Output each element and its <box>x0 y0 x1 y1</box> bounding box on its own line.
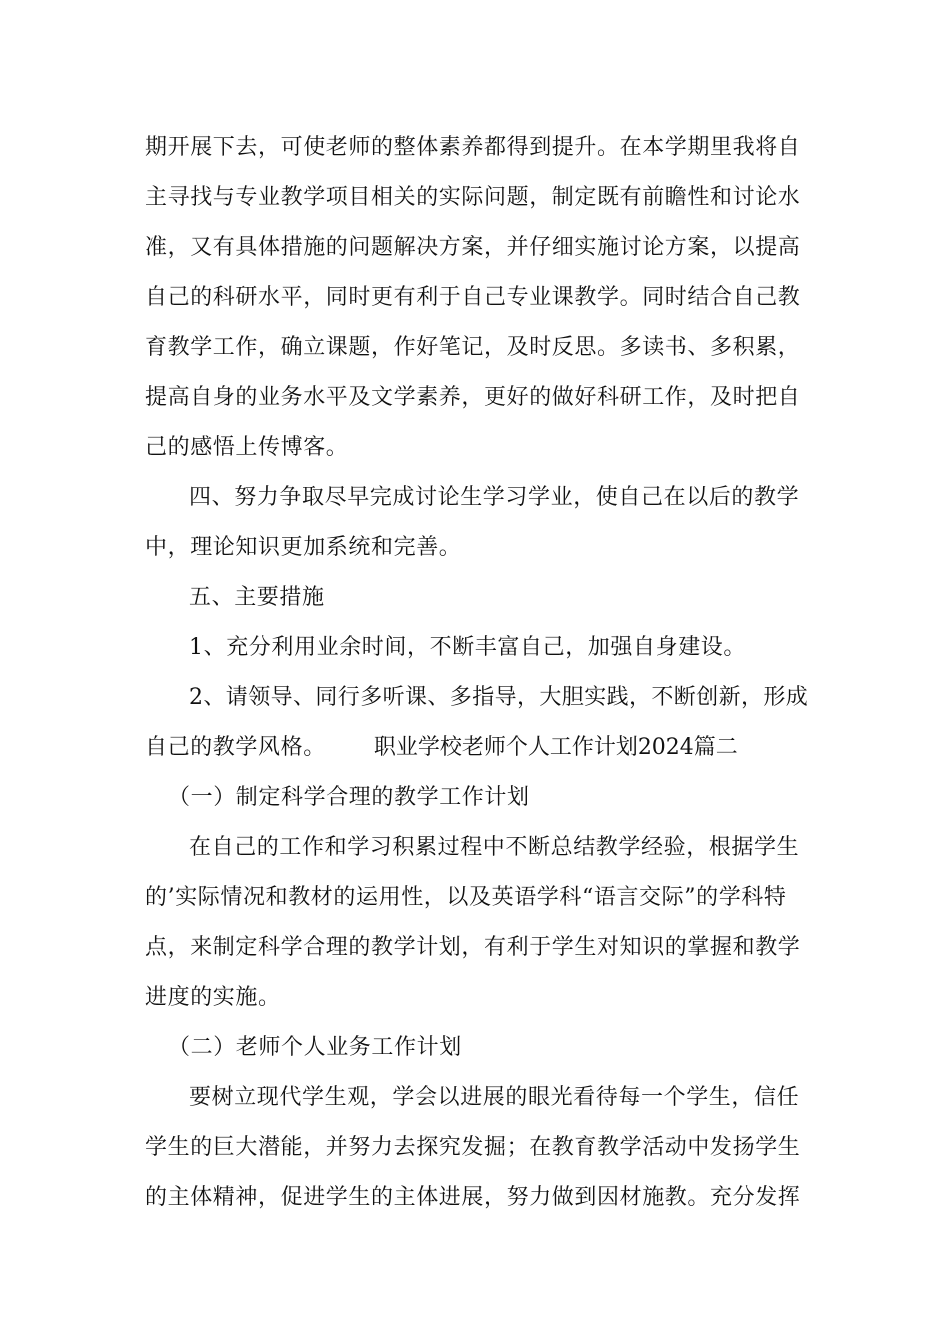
list-item: 1、充分利用业余时间，不断丰富自己，加强自身建设。 <box>189 635 746 660</box>
paragraph-line: 的’实际情况和教材的运用性，以及英语学科“语言交际”的学科特 <box>145 885 787 910</box>
list-item: 2、请领导、同行多听课、多指导，大胆实践，不断创新，形成 <box>189 685 809 710</box>
paragraph-line: 主寻找与专业教学项目相关的实际问题，制定既有前瞻性和讨论水 <box>145 185 801 210</box>
paragraph-line: 学生的巨大潜能，并努力去探究发掘；在教育教学活动中发扬学生 <box>145 1135 801 1160</box>
subsection-heading: （二）老师个人业务工作计划 <box>168 1035 462 1060</box>
paragraph-line: 点，来制定科学合理的教学计划，有利于学生对知识的掌握和教学 <box>145 935 801 960</box>
section-heading: 五、主要措施 <box>189 585 325 610</box>
paragraph-line: 提高自身的业务水平及文学素养，更好的做好科研工作，及时把自 <box>145 385 801 410</box>
paragraph-line: 期开展下去，可使老师的整体素养都得到提升。在本学期里我将自 <box>145 135 801 160</box>
paragraph-line: 中，理论知识更加系统和完善。 <box>145 535 462 560</box>
paragraph-line: 要树立现代学生观，学会以进展的眼光看待每一个学生，信任 <box>189 1085 800 1110</box>
paragraph-line: 准，又有具体措施的问题解决方案，并仔细实施讨论方案，以提高 <box>145 235 801 260</box>
paragraph-line: 育教学工作，确立课题，作好笔记，及时反思。多读书、多积累， <box>145 335 801 360</box>
document-title: 职业学校老师个人工作计划2024篇二 <box>373 735 738 760</box>
paragraph-line: 己的感悟上传博客。 <box>145 435 349 460</box>
paragraph-line <box>145 728 738 768</box>
paragraph-line-text: 自己的教学风格。 <box>145 735 326 760</box>
paragraph-line: 在自己的工作和学习积累过程中不断总结教学经验，根据学生 <box>189 835 800 860</box>
paragraph-line: 的主体精神，促进学生的主体进展，努力做到因材施教。充分发挥 <box>145 1185 801 1210</box>
paragraph-line: 自己的科研水平，同时更有利于自己专业课教学。同时结合自己教 <box>145 285 801 310</box>
subsection-heading: （一）制定科学合理的教学工作计划 <box>168 785 530 810</box>
paragraph-line: 四、努力争取尽早完成讨论生学习学业，使自己在以后的教学 <box>189 485 800 510</box>
paragraph-line: 进度的实施。 <box>145 985 281 1010</box>
